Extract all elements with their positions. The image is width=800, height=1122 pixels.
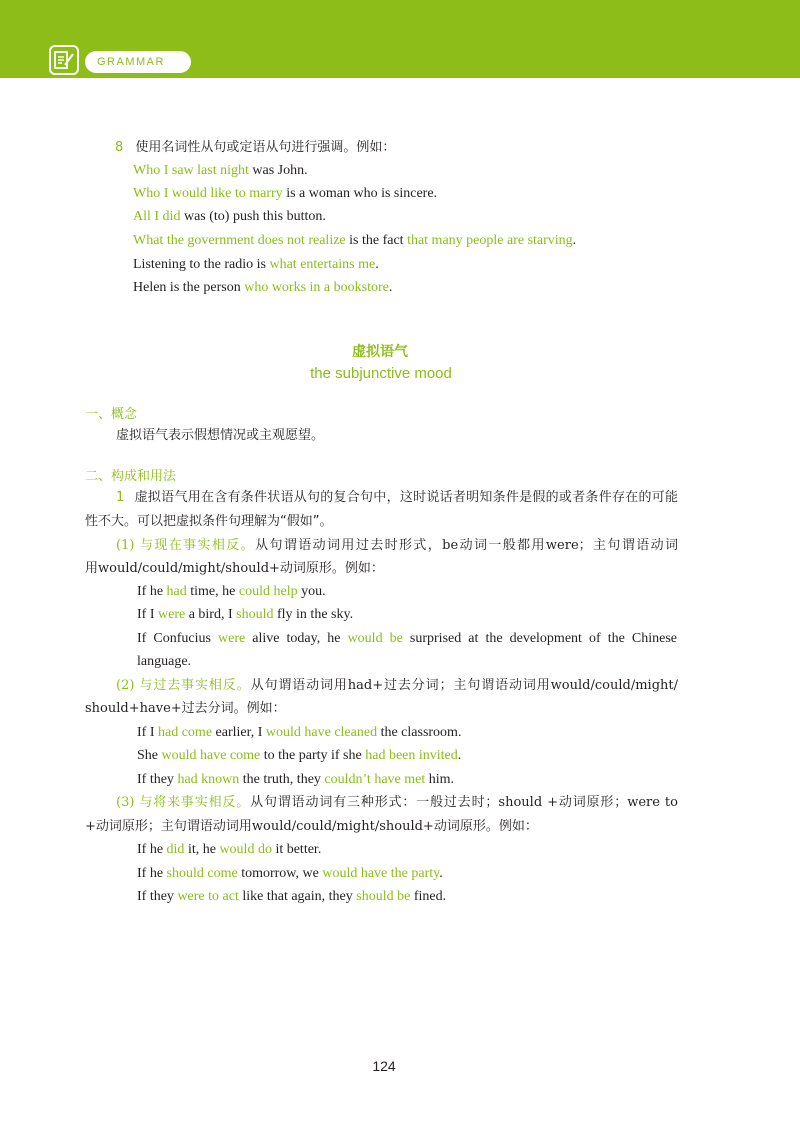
example-line: Listening to the radio is what entertains me. bbox=[133, 257, 379, 272]
example-line: If I had come earlier, I would have cleaned the classroom. bbox=[137, 725, 462, 740]
example-line: Who I saw last night was John. bbox=[133, 163, 308, 178]
example-line: She would have come to the party if she had been invited. bbox=[137, 748, 462, 763]
example-line: If he had time, he could help you. bbox=[137, 584, 326, 599]
rule-line: (2) 与过去事实相反。从句谓语动词用had+过去分词；主句谓语动词用would/could/might/ bbox=[116, 678, 678, 693]
notebook-pencil-icon bbox=[49, 45, 79, 75]
example-line: If he should come tomorrow, we would have the party. bbox=[137, 866, 443, 881]
example-line: All I did was (to) push this button. bbox=[133, 209, 326, 224]
emphasis-heading: 8 使用名词性从句或定语从句进行强调。例如： bbox=[115, 140, 396, 155]
example-line: What the government does not realize is the fact that many people are starving. bbox=[133, 233, 577, 248]
paragraph-line: 1 虚拟语气用在含有条件状语从句的复合句中，这时说话者明知条件是假的或者条件存在的可能 bbox=[116, 490, 678, 505]
example-line: If Confucius were alive today, he would be surprised at the development of the Chinese bbox=[137, 631, 677, 646]
section-heading-concept: 一、概念 bbox=[85, 407, 138, 422]
header-bar bbox=[0, 0, 800, 78]
rule-line: 用would/could/might/should+动词原形。例如： bbox=[85, 561, 384, 576]
rule-line: +动词原形；主句谓语动词用would/could/might/should+动词原形。例如： bbox=[85, 819, 538, 834]
rule-line: (3) 与将来事实相反。从句谓语动词有三种形式：一般过去时；should +动词原形；were to bbox=[116, 795, 678, 810]
chapter-title-cn: 虚拟语气 bbox=[352, 344, 408, 360]
example-line: If they had known the truth, they couldn’t have met him. bbox=[137, 772, 455, 787]
example-line: If they were to act like that again, they should be fined. bbox=[137, 889, 447, 904]
example-line: language. bbox=[137, 654, 192, 669]
example-line: Helen is the person who works in a bookstore. bbox=[133, 280, 393, 295]
rule-line: (1) 与现在事实相反。从句谓语动词用过去时形式，be动词一般都用were；主句谓语动词 bbox=[116, 538, 678, 553]
rule-line: should+have+过去分词。例如： bbox=[85, 701, 286, 716]
example-line: Who I would like to marry is a woman who is sincere. bbox=[133, 186, 438, 201]
paragraph-line: 性不大。可以把虚拟条件句理解为“假如”。 bbox=[85, 514, 333, 529]
page-number: 124 bbox=[372, 1058, 396, 1074]
section-label: GRAMMAR bbox=[85, 51, 191, 73]
concept-text: 虚拟语气表示假想情况或主观愿望。 bbox=[116, 428, 325, 443]
chapter-title-en: the subjunctive mood bbox=[310, 365, 452, 382]
section-heading-usage: 二、构成和用法 bbox=[85, 469, 177, 484]
example-line: If I were a bird, I should fly in the sky. bbox=[137, 607, 354, 622]
example-line: If he did it, he would do it better. bbox=[137, 842, 322, 857]
